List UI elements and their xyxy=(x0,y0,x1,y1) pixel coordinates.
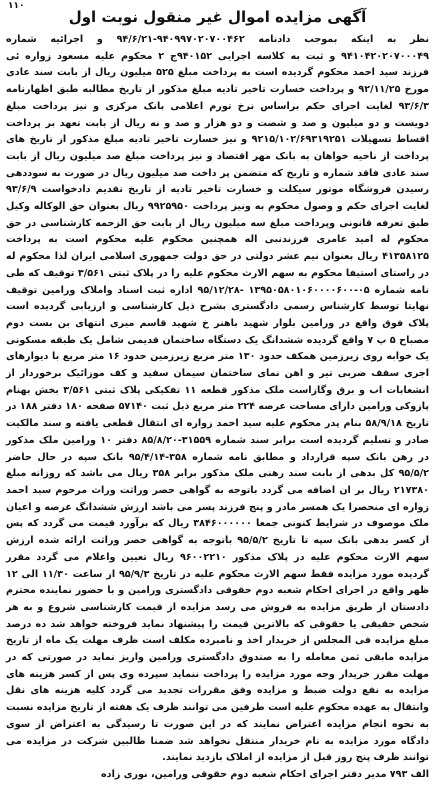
notice-title: آگهی مزایده اموال غیر منقول نوبت اول xyxy=(68,8,367,26)
notice-body: نظر به اینکه بموجب دادنامه ۹۴۰۹۹۷۰۲۰۷۰۰۴۶۲-۹۴/۶/۲۱ و اجرائیه شماره ۹۴۱۰۴۲۰۲۰۷۰۰۰۴۹ و ثبت به کلاسه اجرایی ۹۴۰۱۵۲ج ۲ محکوم علیه مسعود زواره ئی فرزند سید احمد محکوم گردیده است به پرداخت مبلغ ۵۲۵ میلیون ریال از بابت سند عادی مورخ ۹۲/۱۱/۲۵ و پرداخت خسارت تاخیر تادیه مبلغ مذکور از تاریخ مطالبه طبق اظهارنامه ۹۳/۶/۳ لغایت اجرای حکم براساس نرخ تورم اعلامی بانک مرکزی و نیز پرداخت مبلغ دویست و دو میلیون و صد و شصت و دو هزار و صد و نه ریال از بابت تعهد بر پرداخت اقساط تسهیلات ۹۲۱۵/۱۰۲/۶۹۳۱۹۲۵۱ و نیز خسارت تاخیر تادیه مبلغ مذکور از تاریخ های پرداخت از ناحیه خواهان به بانک مهر اقتصاد و نیز پرداخت مبلغ صد میلیون ریال از بابت سند عادی فاقد شماره و تاریخ که متضمن پر داخت صد میلیون ریال در صورت به سوددهی رسیدن فروشگاه موتور سیکلت و خسارت تاخیر تادیه از تاریخ تقدیم دادخواست ۹۳/۶/۹ لغایت اجرای حکم و وصول محکوم به ونیز پرداخت ۹۹۲۵۹۵۰ ریال بعنوان حق الوکاله وکیل طبق تعرفه قانونی وپرداخت مبلغ سه میلیون ریال از بابت حق الزحمه کارشناسی در حق محکوم له امید عامری فرزندنبی اله همچنین محکوم علیه محکوم است به پرداخت ۴۱۳۵۸۱۲۵ ریال بعنوان نیم عشر دولتی در حق دولت جمهوری اسلامی ایران لذا محکوم له در راستای استیفا محکوم به سهم الارث محکوم علیه را در پلاک ثبتی ۳/۵۶۱ توقیف که طی نامه شماره ۰۵-۱۳۹۵۰۵۸۰۱۰۶۰۰۰۰۶۰۰ -۹۵/۱۲/۲۸ اداره ثبت اسناد واملاک ورامین توقیف نهایتا توسط کارشناس رسمی دادگستری بشرح ذیل کارشناسی و ارزیابی گردیده است پلاک فوق واقع در ورامین بلوار شهید باهنر خ شهید قاسم میری انتهای بن بست دوم مصباح ۵ پ ۷ واقع گردیده ششدانگ یک دستگاه ساختمان قدیمی شامل یک طبقه مسکونی یک خوابه روی زیرزمین همکف حدود ۱۳۰ متر مربع زیرزمین حدود ۱۶ متر مربع با دیوارهای اجری سقف ضربی تیر و اهن نمای ساختمان سیمان سفید و کف موزائیک برخوردار از انشعابات اب و برق وگازاست ملک مذکور قطعه ۱۱ تفکیکی پلاک ثبتی ۳/۵۶۱ بخش بهنام پازوکی ورامین دارای مساحت عرصه ۲۲۴ متر مربع ذیل ثبت ۵۷۱۴۰ صفحه ۱۸۰ دفتر ۱۸۸ در تاریخ ۵۸/۹/۱۸ بنام پدر محکوم علیه سید احمد زواره ای انتقال قطعی یافته و سند مالکیت صادر و تسلیم گردیده است برابر سند شماره ۳۱۵۵۹-۸۵/۸/۲۰ دفتر ۱۰ ورامین ملک مذکور در رهن بانک سپه قرارداد و مطابق نامه شماره ۳۵۸-۹۵/۴/۱۴ بانک سپه در حال حاضر ۹۵/۵/۲ کل بدهی از بابت سند رهنی ملک مذکور برابر ۳۵۸ ریال می باشد که روزانه مبلغ ۲۱۷۳۸۰ ریال بر ان اضافه می گردد باتوجه به گواهی حصر وراثت وراث مرحوم سید احمد زواره ای منحصرا یک همسر مادر و پنج فرزند پسر می باشد ارزش ششدانگ عرصه و اعیان ملک موصوف در شرایط کنونی جمعا ۳۸۴۶۰۰۰۰۰۰ ریال که برآورد قیمت می گردد که پس از کسر بدهی بانک سپه تا تاریخ ۹۵/۵/۲ باتوجه به گواهی حصر وراثت ارائه شده ارزش سهم الارث محکوم علیه در پلاک مذکور ۹۶۰۰۲۲۱۰ ریال تعیین واعلام می گردد مقرر گردیده مورد مزایده فقط سهم الارث محکوم علیه در تاریخ ۹۵/۹/۳ از ساعت ۱۱/۳۰ الی ۱۲ ظهر واقع در اجرای احکام شعبه دوم حقوقی دادگستری ورامین و با حضور نماینده محترم دادستان از طریق مزایده به فروش می رسد مزایده از قیمت کارشناسی شروع و به هر شخص حقیقی یا حقوقی که بالاترین قیمت را پیشنهاد نماید فروخته خواهد شد ده درصد مبلغ مزایده فی المجلس از خریدار اخذ و نامبرده مکلف است ظرف مهلت یک ماه از تاریخ مزایده مابقی ثمن معامله را به صندوق دادگستری ورامین واریز نماید در صورتی که در مهلت مقرر خریدار وجه مورد مزایده را پرداخت ننماید سپرده وی پس از کسر هزینه های مزایده به نفع دولت ضبط و مزایده وفق مقررات تجدید می گردد کلیه هزینه های نقل وانتقال به عهده محکوم علیه است طرفین می توانند ظرف یک هفته از تاریخ مزایده نسبت به نحوه انجام مزایده اعتراض نمایند که در این صورت تا رسیدگی به اعتراض از سوی دادگاه مورد مزایده به نام خریدار منتقل نخواهد شد ضمنا طالبین شرکت در مزایده می توانند ظرف پنج روز قبل از مزایده از املاک بازدید نمایند. xyxy=(6,34,430,764)
notice-footer: الف ۷۹۳ مدیر دفتر اجرای احکام شعبه دوم حقوقی ورامین، نوری زاده xyxy=(100,768,429,780)
page-number: ۱۱۰ xyxy=(8,1,25,11)
